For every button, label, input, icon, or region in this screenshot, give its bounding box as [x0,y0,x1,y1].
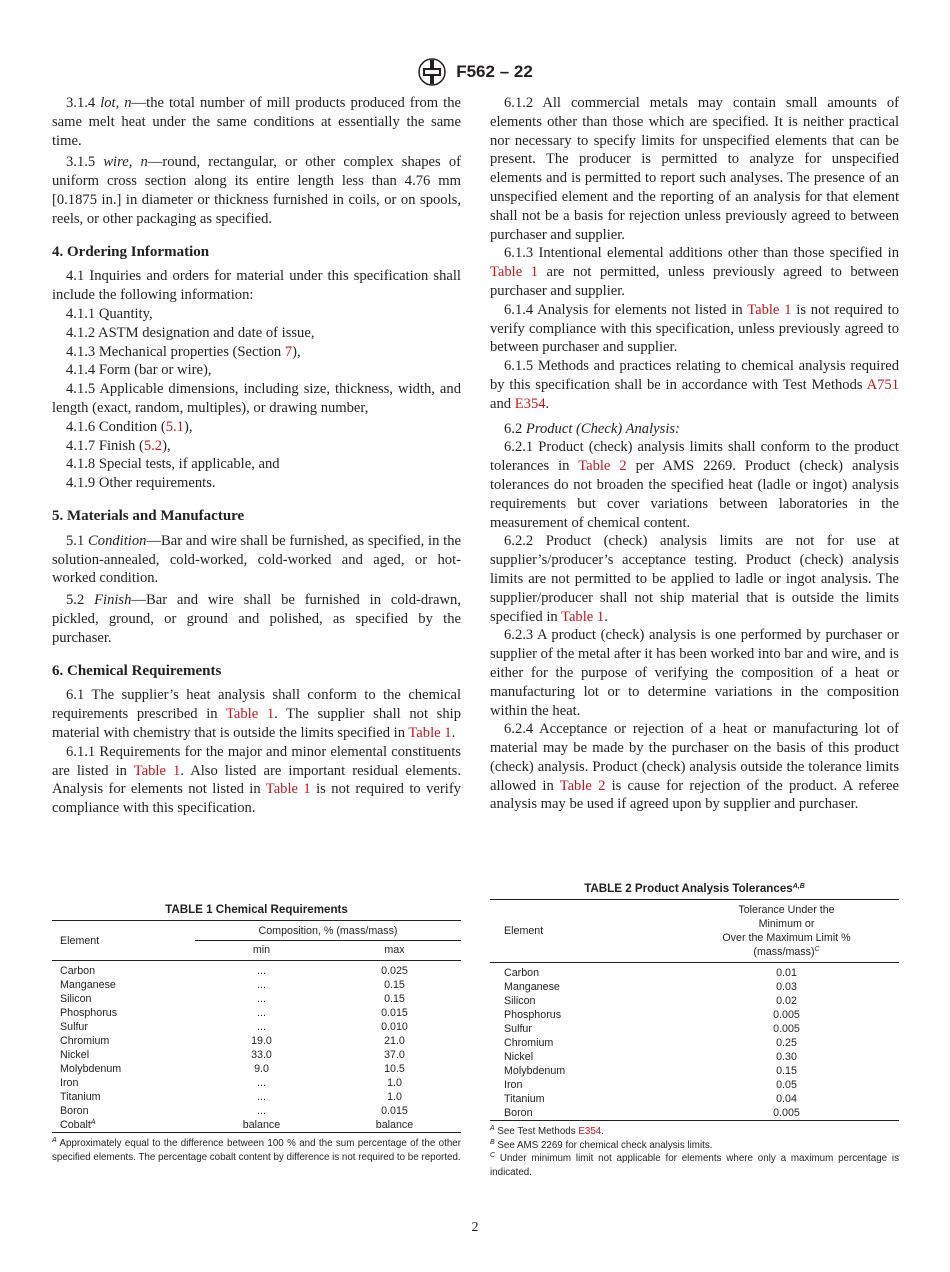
section-5-heading: 5. Materials and Manufacture [52,507,245,524]
table-1-row [52,1062,461,1076]
paragraph-3-1-5: 3.1.5 wire, n—round, rectangular, or other complex shapes of uniform cross section along its entire length less than 4.76 mm [0.1875 in.] in diameter or thickness furnished in coils, or on spools, reels, or other packaging as specified. [52,154,461,227]
table-1-header-min: min [252,944,271,956]
table-1-link[interactable]: Table 1 [133,762,181,779]
e354-link[interactable]: E354 [514,395,546,412]
table-2-cell-element: Titanium [504,1093,545,1105]
page-header [0,57,950,87]
table-1-cell-min: 19.0 [251,1035,272,1047]
table-2-cell-tolerance: 0.005 [773,1009,800,1021]
table-2-link[interactable]: Table 2 [578,458,627,475]
paragraph-6-2: 6.2 Product (Check) Analysis: [504,420,680,437]
table-1-cell-max: 37.0 [384,1049,405,1061]
table-1-link[interactable]: Table 1 [408,724,452,741]
section-4-heading: 4. Ordering Information [52,243,210,260]
table-2-row [490,1008,899,1022]
table-1-cell-min: ... [257,993,266,1005]
table-1-cell-element: Cobalt$^A$ [60,1119,96,1131]
paragraph-3-1-4: 3.1.4 lot, n—the total number of mill products produced from the same melt heat under the same conditions at essentially the same time. [52,95,461,149]
table-1-cell-max: 0.15 [384,993,405,1005]
item-4-1-1: 4.1.1 Quantity, [66,305,153,322]
table-1-row [52,978,461,992]
e354-link[interactable]: E354 [578,1126,602,1137]
table-1-cell-element: Nickel [60,1049,90,1061]
table-1-row [52,1090,461,1104]
table-2-footnotes [490,1125,899,1179]
table-1-cell-min: balance [242,1119,281,1131]
table-2-cell-element: Carbon [504,967,540,979]
table-2-header-tolerance: Tolerance Under the Minimum or Over the Maximum Limit % (mass/mass)$^C$ [722,904,851,958]
table-1-cell-max: 1.0 [387,1077,402,1089]
item-4-1-3: 4.1.3 Mechanical properties (Section 7), [66,343,301,360]
table-2-row [490,1036,899,1050]
table-1-row [52,1020,461,1034]
item-4-1-9: 4.1.9 Other requirements. [66,475,216,492]
table-1-cell-max: 0.025 [381,965,408,977]
table-2-cell-tolerance: 0.05 [776,1079,797,1091]
table-1-link[interactable]: Table 1 [561,608,605,625]
table-1-cell-element: Carbon [60,965,96,977]
table-2-row [490,1022,899,1036]
table-1-row [52,1048,461,1062]
table-1-title: TABLE 1 Chemical Requirements [165,903,348,916]
table-2-cell-tolerance: 0.005 [773,1107,800,1119]
a751-link[interactable]: A751 [866,376,899,393]
table-2-cell-element: Chromium [504,1037,554,1049]
paragraph-6-2-4: 6.2.4 Acceptance or rejection of a heat or manufacturing lot of material may be made by the purchaser on the basis of this product (check) analysis. Product (check) analysis outside the tolerance limits allowed in Table 2 is cause for rejection of the product. A referee analysis may be used if agreed upon by supplier and purchaser. [490,721,899,813]
paragraph-6-1-4: 6.1.4 Analysis for elements not listed in Table 1 is not required to verify compliance with this specification, unless previously agreed to between purchaser and supplier. [490,301,899,356]
table-1-link[interactable]: Table 1 [225,706,275,723]
table-1-cell-max: 0.010 [381,1021,408,1033]
table-2-row [490,1106,899,1121]
table-1-cell-element: Sulfur [60,1021,88,1033]
table-1-cell-max: balance [375,1119,414,1131]
table-1-row [52,961,461,979]
item-4-1-2: 4.1.2 ASTM designation and date of issue, [66,324,315,341]
table-1-cell-element: Molybdenum [60,1063,122,1075]
paragraph-5-2: 5.2 Finish—Bar and wire shall be furnished in cold-drawn, pickled, ground, or ground and polished, as specified by the purchaser. [52,592,461,646]
table-2-cell-tolerance: 0.005 [773,1023,800,1035]
table-1-cell-min: ... [257,1091,266,1103]
table-1-row [52,1104,461,1118]
table-2-cell-element: Manganese [504,981,560,993]
right-column [490,94,899,814]
table-1-cell-element: Chromium [60,1035,110,1047]
table-1-row [52,1076,461,1090]
table-2-row [490,994,899,1008]
section-6-heading: 6. Chemical Requirements [52,662,222,679]
table-1-link[interactable]: Table 1 [265,781,311,798]
table-1-grid [52,920,461,1133]
table-2-footnote-b: $^B$ See AMS 2269 for chemical check analysis limits. [490,1138,713,1151]
left-column [52,94,461,818]
table-1-cell-element: Iron [60,1077,79,1089]
table-2-footnote-c: $^C$ Under minimum limit not applicable for elements where only a maximum percentage is indicated. [490,1152,899,1178]
table-2-cell-element: Iron [504,1079,523,1091]
table-2-cell-tolerance: 0.25 [776,1037,797,1049]
table-1-row [52,1034,461,1048]
table-1-cell-element: Silicon [60,993,92,1005]
table-2-title: TABLE 2 Product Analysis Tolerances$^{A,B}$ [584,882,805,895]
table-2-cell-element: Boron [504,1107,533,1119]
table-1-header-composition: Composition, % (mass/mass) [195,921,461,941]
table-2-cell-tolerance: 0.02 [776,995,797,1007]
table-1 [52,903,461,1164]
table-1-cell-min: ... [257,1021,266,1033]
table-1-cell-max: 0.15 [384,979,405,991]
table-2-row [490,1092,899,1106]
table-1-cell-element: Boron [60,1105,89,1117]
table-1-cell-min: ... [257,1077,266,1089]
paragraph-4-1: 4.1 Inquiries and orders for material under this specification shall include the following information: [52,268,461,304]
paragraph-6-1-2: 6.1.2 All commercial metals may contain small amounts of elements other than those which are specified. It is neither practical nor necessary to specify limits for unspecified elements that can be present. The producer is permitted to analyze for unspecified elements and is permitted to report such analyses. The presence of an unspecified element and the reporting of an analysis for that element shall not be a basis for rejection unless previously agreed to between purchaser and supplier. [490,95,899,243]
item-4-1-7: 4.1.7 Finish (5.2), [66,437,171,454]
table-1-cell-min: ... [257,965,266,977]
table-2-cell-tolerance: 0.15 [776,1065,797,1077]
table-1-header-element: Element [52,921,195,961]
paragraph-6-1-5: 6.1.5 Methods and practices relating to chemical analysis required by this specification shall be in accordance with Test Methods A751 and E354. [490,358,899,412]
table-1-cell-element: Titanium [60,1091,101,1103]
table-2-cell-element: Nickel [504,1051,534,1063]
table-2-cell-element: Sulfur [504,1023,532,1035]
astm-logo-icon [417,57,447,87]
table-1-cell-max: 0.015 [381,1007,408,1019]
item-4-1-5: 4.1.5 Applicable dimensions, including size, thickness, width, and length (exact, random, multiples), or drawing number, [52,381,461,416]
table-1-cell-min: 9.0 [254,1063,269,1075]
page-number: 2 [471,1220,479,1235]
table-2-row [490,1050,899,1064]
table-1-cell-min: ... [257,1105,266,1117]
table-2-cell-tolerance: 0.01 [776,967,797,979]
table-2-row [490,980,899,994]
table-2-grid [490,899,899,1121]
table-1-cell-max: 21.0 [384,1035,405,1047]
table-1-cell-min: ... [257,1007,266,1019]
table-1-row [52,992,461,1006]
paragraph-6-1-3: 6.1.3 Intentional elemental additions other than those specified in Table 1 are not permitted, unless previously agreed to between purchaser and supplier. [490,245,899,299]
table-2-row [490,1064,899,1078]
item-4-1-8: 4.1.8 Special tests, if applicable, and [66,456,280,473]
table-1-link[interactable]: Table 1 [747,301,792,318]
table-2-row [490,1078,899,1092]
table-1-cell-min: ... [257,979,266,991]
table-1-cell-element: Manganese [60,979,116,991]
table-2-row [490,963,899,981]
table-2-link[interactable]: Table 2 [559,777,606,794]
table-2-cell-tolerance: 0.04 [776,1093,797,1105]
paragraph-6-2-1: 6.2.1 Product (check) analysis limits shall conform to the product tolerances in Table 2 per AMS 2269. Product (check) analysis tolerances do not broaden the specified heat (ladle or ingot) analysis requirements but cover variations between laboratories in the measurement of chemical content. [490,439,899,531]
section-5-2-link[interactable]: 5.2 [143,437,163,454]
table-1-cell-max: 1.0 [387,1091,402,1103]
table-2-cell-element: Silicon [504,995,536,1007]
paragraph-6-1-1: 6.1.1 Requirements for the major and minor elemental constituents are listed in Table 1. Also listed are important residual elements. Analysis for elements not listed in Table 1 is not required to verify compliance with this specification. [52,743,461,817]
table-2-cell-element: Phosphorus [504,1009,562,1021]
table-1-cell-min: 33.0 [251,1049,272,1061]
table-2-cell-tolerance: 0.03 [776,981,797,993]
table-1-link[interactable]: Table 1 [490,264,538,281]
section-5-1-link[interactable]: 5.1 [165,418,184,435]
document-id: F562 – 22 [456,62,533,81]
table-1-footnote: $^A$ Approximately equal to the difference between 100 % and the sum percentage of the other specified elements. The percentage cobalt content by difference is not required to be reported. [52,1137,461,1163]
table-2 [490,882,899,1179]
table-1-cell-element: Phosphorus [60,1007,118,1019]
paragraph-6-2-2: 6.2.2 Product (check) analysis limits are not for use at supplier’s/producer’s acceptance testing. Product (check) analysis limits are not permitted to be applied to ladle or ingot analysis. The supplier/producer shall not ship material that is outside the limits specified in Table 1. [490,533,899,625]
table-2-cell-element: Molybdenum [504,1065,566,1077]
paragraph-6-2-3: 6.2.3 A product (check) analysis is one performed by purchaser or supplier of the metal after it has been worked into bar and wire, and is either for the purpose of verifying the composition of a heat or manufacturing lot or to determine variations in the composition within the heat. [490,627,899,719]
item-4-1-6: 4.1.6 Condition (5.1), [66,418,193,435]
item-4-1-4: 4.1.4 Form (bar or wire), [66,362,212,379]
table-1-row [52,1118,461,1133]
table-2-footnote-a: $^A$ See Test Methods E354. [490,1125,604,1137]
paragraph-6-1: 6.1 The supplier’s heat analysis shall conform to the chemical requirements prescribed in Table 1. The supplier shall not ship material with chemistry that is outside the limits specified in Table 1. [52,687,461,741]
table-1-cell-max: 10.5 [384,1063,405,1075]
table-1-cell-max: 0.015 [381,1105,408,1117]
paragraph-5-1: 5.1 Condition—Bar and wire shall be furnished, as specified, in the solution-annealed, cold-worked, cold-worked and aged, or hot-worked condition. [52,532,461,587]
table-1-header-max: max [384,944,405,956]
table-2-cell-tolerance: 0.30 [776,1051,797,1063]
section-7-link[interactable]: 7 [284,343,293,360]
table-1-row [52,1006,461,1020]
table-2-header-element: Element [504,925,544,937]
